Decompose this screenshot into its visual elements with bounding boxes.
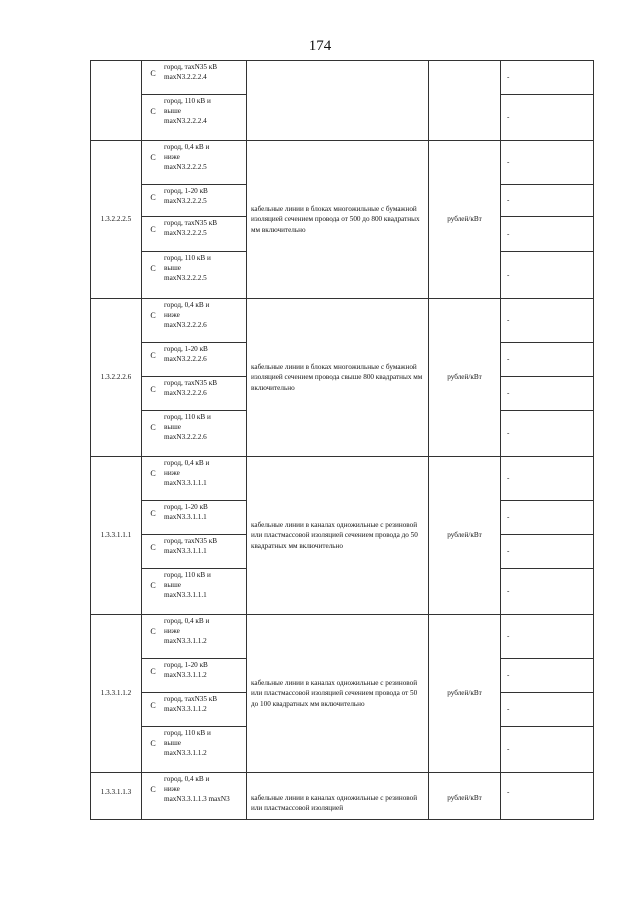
- category-letter: С: [150, 543, 156, 552]
- sub-category-text: город, 1-20 кВ maxN3.2.2.2.5: [164, 187, 208, 206]
- category-letter: С: [150, 193, 156, 202]
- sub-category-cell: [142, 61, 247, 95]
- rate-value: -: [501, 95, 594, 141]
- table-row: [91, 141, 594, 185]
- rate-value: -: [501, 501, 594, 535]
- row-description: кабельные линии в каналах одножильные с резиновой или пластмассовой изоляцией сечением провода от 50 до 100 квадратных мм включительно: [247, 615, 429, 773]
- rate-value: -: [501, 727, 594, 773]
- row-code: [91, 61, 142, 141]
- row-unit: рублей/кВт: [429, 773, 501, 820]
- sub-category-text: город, 110 кВ и выше maxN3.3.1.1.2: [164, 729, 211, 758]
- row-unit: рублей/кВт: [429, 457, 501, 615]
- category-letter: С: [150, 311, 156, 320]
- category-letter: С: [150, 423, 156, 432]
- row-description: кабельные линии в каналах одножильные с резиновой или пластмассовой изоляцией сечением провода до 50 квадратных мм включительно: [247, 457, 429, 615]
- sub-category-text: город, тахN35 кВ maxN3.2.2.2.5: [164, 219, 218, 238]
- category-letter: С: [150, 667, 156, 676]
- category-letter: С: [150, 264, 156, 273]
- rate-value: -: [501, 535, 594, 569]
- sub-category-text: город, 0,4 кВ и ниже maxN3.3.1.1.1: [164, 459, 210, 488]
- rate-value: -: [501, 615, 594, 659]
- category-letter: С: [150, 107, 156, 116]
- rate-value: -: [501, 185, 594, 217]
- table-row: [91, 299, 594, 343]
- sub-category-cell: [142, 693, 247, 727]
- sub-category-cell: [142, 185, 247, 217]
- sub-category-cell: [142, 141, 247, 185]
- row-code: 1.3.3.1.1.3: [91, 773, 142, 820]
- rate-value: -: [501, 457, 594, 501]
- row-code: 1.3.2.2.2.5: [91, 141, 142, 299]
- category-letter: С: [150, 701, 156, 710]
- sub-category-text: город, 110 кВ и выше maxN3.3.1.1.1: [164, 571, 211, 600]
- rate-value: -: [501, 343, 594, 377]
- sub-category-cell: [142, 95, 247, 141]
- row-unit: рублей/кВт: [429, 141, 501, 299]
- rate-value: -: [501, 377, 594, 411]
- category-letter: С: [150, 785, 156, 794]
- rate-value: -: [501, 217, 594, 252]
- sub-category-cell: [142, 659, 247, 693]
- sub-category-text: город, 1-20 кВ maxN3.3.1.1.2: [164, 661, 208, 680]
- sub-category-cell: [142, 217, 247, 252]
- rate-value: -: [501, 299, 594, 343]
- row-unit: рублей/кВт: [429, 615, 501, 773]
- sub-category-cell: [142, 535, 247, 569]
- row-code: 1.3.3.1.1.1: [91, 457, 142, 615]
- rate-value: -: [501, 61, 594, 95]
- sub-category-cell: [142, 299, 247, 343]
- sub-category-cell: [142, 569, 247, 615]
- sub-category-text: город, 110 кВ и выше maxN3.2.2.2.4: [164, 97, 211, 126]
- rate-value: -: [501, 693, 594, 727]
- category-letter: С: [150, 225, 156, 234]
- rate-value: -: [501, 569, 594, 615]
- tariff-table: [90, 60, 594, 820]
- rate-value: -: [501, 252, 594, 299]
- category-letter: С: [150, 509, 156, 518]
- sub-category-text: город, 0,4 кВ и ниже maxN3.3.1.1.3 maxN3: [164, 775, 230, 804]
- row-description: кабельные линии в каналах одножильные с резиновой или пластмассовой изоляцией: [247, 773, 429, 820]
- category-letter: С: [150, 351, 156, 360]
- row-description: [247, 61, 429, 141]
- sub-category-text: город, 1-20 кВ maxN3.3.1.1.1: [164, 503, 208, 522]
- table-row: [91, 61, 594, 95]
- category-letter: С: [150, 69, 156, 78]
- page-number: 174: [308, 38, 332, 54]
- sub-category-cell: [142, 727, 247, 773]
- table-row: [91, 615, 594, 659]
- category-letter: С: [150, 739, 156, 748]
- sub-category-cell: [142, 773, 247, 820]
- sub-category-cell: [142, 457, 247, 501]
- category-letter: С: [150, 153, 156, 162]
- sub-category-cell: [142, 252, 247, 299]
- sub-category-text: город, 1-20 кВ maxN3.2.2.2.6: [164, 345, 208, 364]
- rate-value: -: [501, 411, 594, 457]
- sub-category-text: город, тахN35 кВ maxN3.2.2.2.6: [164, 379, 218, 398]
- sub-category-text: город, тахN35 кВ maxN3.3.1.1.2: [164, 695, 218, 714]
- row-unit: рублей/кВт: [429, 299, 501, 457]
- rate-value: -: [501, 141, 594, 185]
- sub-category-cell: [142, 501, 247, 535]
- table-row: [91, 457, 594, 501]
- sub-category-text: город, тахN35 кВ maxN3.3.1.1.1: [164, 537, 218, 556]
- row-description: кабельные линии в блоках многожильные с бумажной изоляцией сечением провода от 500 до 800 квадратных мм включительно: [247, 141, 429, 299]
- rate-value: -: [501, 773, 594, 820]
- sub-category-text: город, 110 кВ и выше maxN3.2.2.2.6: [164, 413, 211, 442]
- category-letter: С: [150, 469, 156, 478]
- row-description: кабельные линии в блоках многожильные с бумажной изоляцией сечением провода свыше 800 квадратных мм включительно: [247, 299, 429, 457]
- row-code: 1.3.2.2.2.6: [91, 299, 142, 457]
- category-letter: С: [150, 627, 156, 636]
- sub-category-cell: [142, 377, 247, 411]
- sub-category-cell: [142, 411, 247, 457]
- rate-value: -: [501, 659, 594, 693]
- row-code: 1.3.3.1.1.2: [91, 615, 142, 773]
- sub-category-text: город, 0,4 кВ и ниже maxN3.3.1.1.2: [164, 617, 210, 646]
- category-letter: С: [150, 581, 156, 590]
- sub-category-text: город, 0,4 кВ и ниже maxN3.2.2.2.6: [164, 301, 210, 330]
- sub-category-text: город, тахN35 кВ maxN3.2.2.2.4: [164, 63, 218, 82]
- row-unit: [429, 61, 501, 141]
- sub-category-text: город, 110 кВ и выше maxN3.2.2.2.5: [164, 254, 211, 283]
- sub-category-cell: [142, 615, 247, 659]
- sub-category-text: город, 0,4 кВ и ниже maxN3.2.2.2.5: [164, 143, 210, 172]
- category-letter: С: [150, 385, 156, 394]
- table-row: [91, 773, 594, 820]
- sub-category-cell: [142, 343, 247, 377]
